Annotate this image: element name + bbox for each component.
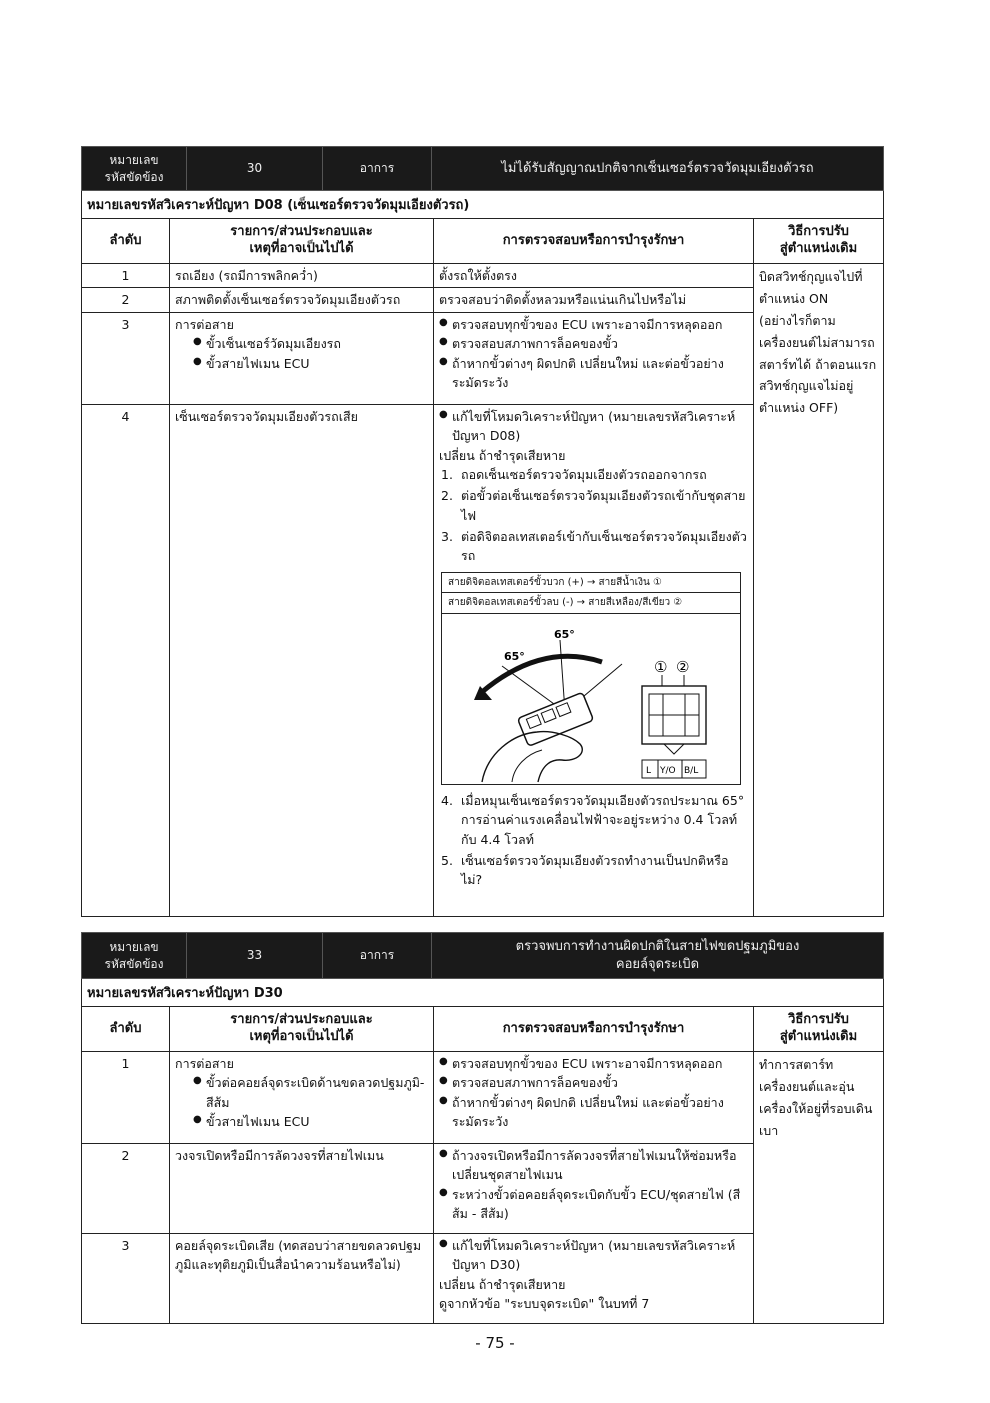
step-number: 5. (441, 852, 453, 868)
row-check (434, 404, 754, 916)
symptom-label: อาการ (323, 933, 432, 979)
check-list (439, 1146, 748, 1224)
list-item: ● ขั้วสายไฟเมน ECU (193, 354, 428, 373)
list-item (439, 465, 748, 484)
step-text: ต่อดิจิตอลเทสเตอร์เข้ากับเซ็นเซอร์ตรวจวัดมุมเอียงตัวรถ (461, 529, 747, 564)
symptom-text: ไม่ได้รับสัญญาณปกติจากเซ็นเซอร์ตรวจวัดมุมเอียงตัวรถ (432, 147, 884, 191)
row-item-title: การต่อสาย (175, 316, 234, 332)
row-check (434, 312, 754, 404)
row-check (434, 1052, 754, 1144)
row-item-title: การต่อสาย (175, 1056, 234, 1071)
angle-left-label: 65° (504, 649, 525, 663)
replace-note: เปลี่ยน ถ้าชำรุดเสียหาย (439, 447, 566, 463)
symptom-text: ตรวจพบการทำงานผิดปกติในสายไฟขดปฐมภูมิของ คอยล์จุดระเบิด (432, 933, 884, 979)
diagnostic-subtitle: หมายเลขรหัสวิเคราะห์ปัญหา D30 (81, 979, 884, 1006)
list-item: ● ถ้าหากขั้วต่างๆ ผิดปกติ เปลี่ยนใหม่ และต่อขั้วอย่างระมัดระวัง (439, 354, 748, 393)
list-item: ● ตรวจสอบสภาพการล็อคของขั้ว (439, 334, 748, 353)
rotation-arc (482, 656, 602, 692)
item-sub-list (175, 1073, 428, 1131)
row-check (434, 1144, 754, 1234)
list-item: ● ขั้วสายไฟเมน ECU (193, 1112, 428, 1131)
code-label: หมายเลข รหัสขัดข้อง (82, 933, 187, 979)
code-label: หมายเลข รหัสขัดข้อง (82, 147, 187, 191)
list-item: ● ขั้วต่อคอยล์จุดระเบิดด้านขดลวดปฐมภูมิ-สีส้ม (193, 1073, 428, 1112)
tester-positive-lead: สายดิจิตอลเทสเตอร์ขั้วบวก (+) → สายสีน้ำเงิน ① (442, 573, 740, 594)
reference-note: ดูจากหัวข้อ "ระบบจุดระเบิด" ในบทที่ 7 (439, 1296, 650, 1312)
col-reset: วิธีการปรับ สู่ตำแหน่งเดิม (754, 1007, 884, 1052)
sensor-body (517, 692, 593, 746)
row-check: ตั้งรถให้ตั้งตรง (434, 264, 754, 288)
list-item: ● ตรวจสอบทุกขั้วของ ECU เพราะอาจมีการหลุดออก (439, 1054, 748, 1073)
row-check: ตรวจสอบว่าติดตั้งหลวมหรือแน่นเกินไปหรือไม่ (434, 288, 754, 312)
step-text: เซ็นเซอร์ตรวจวัดมุมเอียงตัวรถทำงานเป็นปกติหรือไม่? (461, 852, 729, 888)
symptom-label: อาการ (323, 147, 432, 191)
list-item: ● ขั้วเซ็นเซอร์วัดมุมเอียงรถ (193, 334, 428, 353)
check-list (439, 1236, 748, 1275)
wire-label-l: L (646, 765, 652, 776)
wire-label-yo: Y/O (660, 765, 676, 776)
row-no: 1 (82, 264, 170, 288)
list-item: ● ระหว่างขั้วต่อคอยล์จุดระเบิดกับขั้ว ECU/ชุดสายไฟ (สีส้ม - สีส้ม) (439, 1185, 748, 1224)
dtc-33-block (81, 932, 884, 1324)
page-number: - 75 - (475, 1334, 515, 1352)
finger-outline (512, 750, 542, 782)
replace-note: เปลี่ยน ถ้าชำรุดเสียหาย (439, 1276, 566, 1292)
reset-method: บิดสวิทช์กุญแจไปที่ตำแหน่ง ON (อย่างไรก็ตาม เครื่องยนต์ไม่สามารถสตาร์ทได้ ถ้าตอนแรกสวิทช์กุญแจไม่อยู่ตำแหน่ง OFF) (754, 264, 884, 917)
angle-right-label: 65° (554, 627, 575, 641)
table-row (82, 1052, 884, 1144)
step-list (439, 465, 748, 566)
dtc-33-table (81, 1006, 884, 1324)
col-reset: วิธีการปรับ สู่ตำแหน่งเดิม (754, 219, 884, 264)
row-no: 3 (82, 1234, 170, 1324)
tester-negative-lead: สายดิจิตอลเทสเตอร์ขั้วลบ (-) → สายสีเหลือง/สีเขียว ② (442, 593, 740, 614)
col-item: รายการ/ส่วนประกอบและ เหตุที่อาจเป็นไปได้ (170, 1007, 434, 1052)
list-item: ● ถ้าวงจรเปิดหรือมีการลัดวงจรที่สายไฟเมนให้ซ่อมหรือเปลี่ยนชุดสายไฟเมน (439, 1146, 748, 1185)
row-no: 2 (82, 1144, 170, 1234)
connector-latch (664, 744, 684, 754)
step-number: 4. (441, 792, 453, 808)
item-sub-list (175, 334, 428, 373)
col-check: การตรวจสอบหรือการบำรุงรักษา (434, 219, 754, 264)
step-number: 1. (441, 466, 453, 482)
col-check: การตรวจสอบหรือการบำรุงรักษา (434, 1007, 754, 1052)
col-no: ลำดับ (82, 1007, 170, 1052)
row-item: วงจรเปิดหรือมีการลัดวงจรที่สายไฟเมน (170, 1144, 434, 1234)
step-text: เมื่อหมุนเซ็นเซอร์ตรวจวัดมุมเอียงตัวรถประมาณ 65° การอ่านค่าแรงเคลื่อนไฟฟ้าจะอยู่ระหว่าง 0.4 โวลท์กับ 4.4 โวลท์ (461, 792, 745, 847)
list-item: ● ตรวจสอบสภาพการล็อคของขั้ว (439, 1073, 748, 1092)
code-value: 30 (187, 147, 323, 191)
diagnostic-subtitle: หมายเลขรหัสวิเคราะห์ปัญหา D08 (เซ็นเซอร์ตรวจวัดมุมเอียงตัวรถ) (81, 191, 884, 218)
step-list (439, 791, 748, 890)
row-item: คอยล์จุดระเบิดเสีย (ทดสอบว่าสายขดลวดปฐมภูมิและทุติยภูมิเป็นสื่อนำความร้อนหรือไม่) (170, 1234, 434, 1324)
row-no: 3 (82, 312, 170, 404)
dtc-30-table (81, 218, 884, 917)
step-text: ถอดเซ็นเซอร์ตรวจวัดมุมเอียงตัวรถออกจากรถ (461, 466, 707, 482)
dtc-30-header (81, 146, 884, 191)
step-text: ต่อขั้วต่อเซ็นเซอร์ตรวจวัดมุมเอียงตัวรถเข้ากับชุดสายไฟ (461, 488, 746, 523)
pin-2-marker: ② (676, 657, 690, 676)
row-item (170, 312, 434, 404)
row-item: สภาพติดตั้งเซ็นเซอร์ตรวจวัดมุมเอียงตัวรถ (170, 288, 434, 312)
row-no: 4 (82, 404, 170, 916)
wire-label-bl: B/L (684, 765, 699, 776)
check-list (439, 1054, 748, 1132)
pin-1-marker: ① (654, 657, 668, 676)
code-value: 33 (187, 933, 323, 979)
row-no: 1 (82, 1052, 170, 1144)
list-item (439, 486, 748, 525)
lean-angle-sensor-illustration (442, 614, 740, 784)
list-item (439, 851, 748, 890)
row-no: 2 (82, 288, 170, 312)
dtc-33-header (81, 932, 884, 979)
list-item: ● ตรวจสอบทุกขั้วของ ECU เพราะอาจมีการหลุดออก (439, 315, 748, 334)
list-item: ● ถ้าหากขั้วต่างๆ ผิดปกติ เปลี่ยนใหม่ และต่อขั้วอย่างระมัดระวัง (439, 1093, 748, 1132)
row-item: รถเอียง (รถมีการพลิกคว่ำ) (170, 264, 434, 288)
check-list (439, 315, 748, 393)
col-item: รายการ/ส่วนประกอบและ เหตุที่อาจเป็นไปได้ (170, 219, 434, 264)
row-item: เซ็นเซอร์ตรวจวัดมุมเอียงตัวรถเสีย (170, 404, 434, 916)
reset-method: ทำการสตาร์ทเครื่องยนต์และอุ่นเครื่องให้อยู่ที่รอบเดินเบา (754, 1052, 884, 1324)
table-row (82, 264, 884, 288)
check-list (439, 407, 748, 446)
col-no: ลำดับ (82, 219, 170, 264)
row-check (434, 1234, 754, 1324)
tester-diagram (441, 572, 741, 785)
dtc-30-block (81, 146, 884, 917)
step-number: 2. (441, 488, 453, 504)
list-item: ● แก้ไขที่โหมดวิเคราะห์ปัญหา (หมายเลขรหัสวิเคราะห์ปัญหา D08) (439, 407, 748, 446)
list-item (439, 527, 748, 566)
step-number: 3. (441, 529, 453, 544)
list-item (439, 791, 748, 849)
list-item: ● แก้ไขที่โหมดวิเคราะห์ปัญหา (หมายเลขรหัสวิเคราะห์ปัญหา D30) (439, 1236, 748, 1275)
row-item (170, 1052, 434, 1144)
